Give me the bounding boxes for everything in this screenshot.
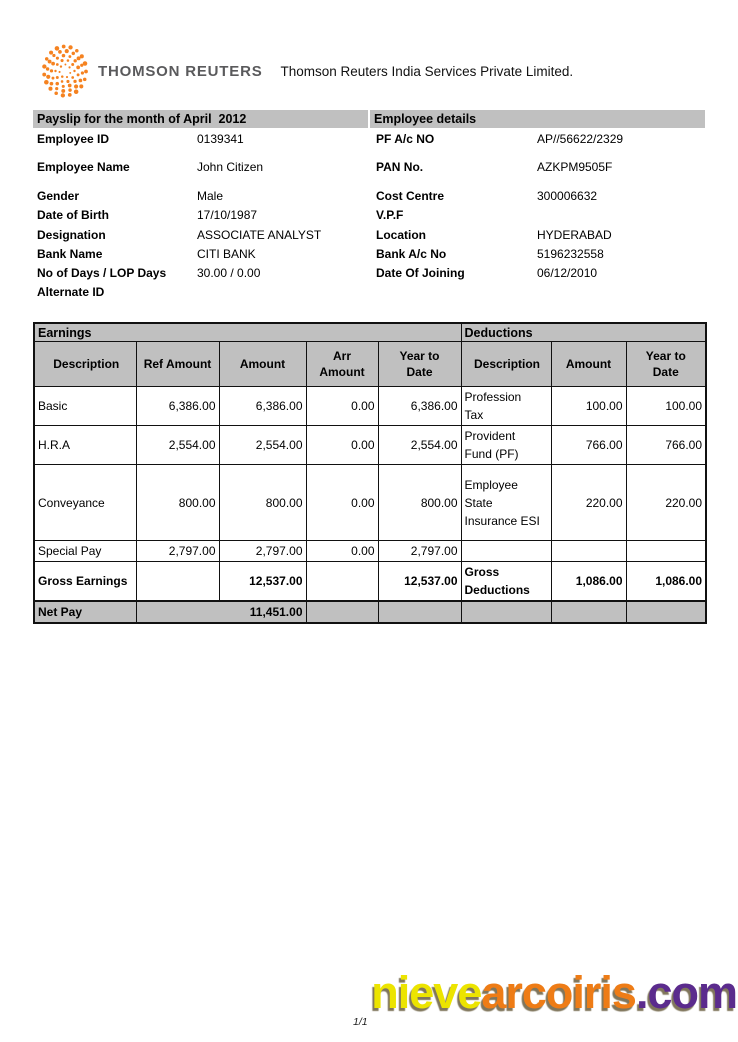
brand-header xyxy=(40,42,573,100)
field-label-employee-id: Employee ID xyxy=(37,132,110,146)
field-value-alternate-id xyxy=(197,285,372,304)
col-header-ded-description: Description xyxy=(461,342,551,387)
section-bars xyxy=(33,110,705,128)
cell-ded-ytd xyxy=(626,541,706,562)
field-value-date-of-birth: 17/10/1987 xyxy=(197,208,258,222)
cell-empty xyxy=(551,601,626,623)
table-section-header-row xyxy=(34,323,706,342)
field-value-blank xyxy=(537,285,705,304)
cell-arr-amount xyxy=(306,562,378,601)
cell-ded-ytd: 766.00 xyxy=(626,426,706,465)
cell-ref-amount xyxy=(136,562,219,601)
field-label-employee-name: Employee Name xyxy=(37,160,130,174)
pay-table xyxy=(33,322,707,624)
cell-ded-desc: Employee State Insurance ESI xyxy=(461,465,551,541)
cell-amount: 2,554.00 xyxy=(219,426,306,465)
cell-ref-amount: 800.00 xyxy=(136,465,219,541)
col-header-amount: Amount xyxy=(219,342,306,387)
table-column-header-row xyxy=(34,342,706,387)
cell-ded-ytd: 100.00 xyxy=(626,387,706,426)
cell-earn-ytd: 6,386.00 xyxy=(378,387,461,426)
cell-amount: 6,386.00 xyxy=(219,387,306,426)
field-value-bank-ac-no: 5196232558 xyxy=(537,247,604,261)
field-value-vpf xyxy=(537,208,705,228)
field-label-bank-ac-no: Bank A/c No xyxy=(376,247,447,261)
field-label-date-of-birth: Date of Birth xyxy=(37,208,109,222)
cell-amount: 800.00 xyxy=(219,465,306,541)
field-label-days-lop: No of Days / LOP Days xyxy=(37,266,167,280)
field-value-date-of-joining: 06/12/2010 xyxy=(537,266,598,280)
table-row-hra xyxy=(34,426,706,465)
cell-ded-desc: Gross Deductions xyxy=(461,562,551,601)
field-value-designation: ASSOCIATE ANALYST xyxy=(197,228,322,242)
col-header-ded-ytd: Year to Date xyxy=(626,342,706,387)
field-label-location: Location xyxy=(376,228,426,242)
cell-earn-ytd: 2,797.00 xyxy=(378,541,461,562)
field-value-pf-ac-no: AP//56622/2329 xyxy=(537,132,624,146)
table-row-net-pay xyxy=(34,601,706,623)
cell-ded-desc xyxy=(461,541,551,562)
field-label-date-of-joining: Date Of Joining xyxy=(376,266,465,280)
company-name: Thomson Reuters India Services Private Limited. xyxy=(280,63,574,79)
field-label-alternate-id: Alternate ID xyxy=(37,285,105,299)
net-pay-amount: 11,451.00 xyxy=(136,601,306,623)
employee-details-bar xyxy=(370,110,705,128)
cell-earn-desc: Basic xyxy=(34,387,136,426)
table-row-gross xyxy=(34,562,706,601)
cell-ded-desc: Provident Fund (PF) xyxy=(461,426,551,465)
cell-ded-amount: 766.00 xyxy=(551,426,626,465)
cell-earn-ytd: 2,554.00 xyxy=(378,426,461,465)
field-value-location: HYDERABAD xyxy=(537,228,612,242)
payslip-title-bar xyxy=(33,110,368,128)
cell-empty xyxy=(626,601,706,623)
table-row-conveyance xyxy=(34,465,706,541)
cell-arr-amount: 0.00 xyxy=(306,426,378,465)
cell-empty xyxy=(378,601,461,623)
deductions-section-title: Deductions xyxy=(461,323,706,342)
watermark-part3: .com xyxy=(635,967,737,1018)
cell-ded-amount: 1,086.00 xyxy=(551,562,626,601)
field-value-days-lop: 30.00 / 0.00 xyxy=(197,266,261,280)
cell-earn-desc: Gross Earnings xyxy=(34,562,136,601)
cell-empty xyxy=(306,601,378,623)
thomson-reuters-logo-icon xyxy=(40,42,90,100)
field-value-pan-no: AZKPM9505F xyxy=(537,160,613,174)
cell-earn-ytd: 800.00 xyxy=(378,465,461,541)
cell-earn-desc: H.R.A xyxy=(34,426,136,465)
cell-ref-amount: 2,797.00 xyxy=(136,541,219,562)
cell-ded-desc: Profession Tax xyxy=(461,387,551,426)
net-pay-label: Net Pay xyxy=(34,601,136,623)
col-header-earn-description: Description xyxy=(34,342,136,387)
earnings-section-title: Earnings xyxy=(34,323,461,342)
cell-earn-ytd: 12,537.00 xyxy=(378,562,461,601)
watermark-part1: nieve xyxy=(371,967,482,1018)
pay-table-wrapper xyxy=(33,322,707,624)
employee-details-grid xyxy=(33,132,705,304)
col-header-ded-amount: Amount xyxy=(551,342,626,387)
cell-empty xyxy=(461,601,551,623)
cell-ded-ytd: 220.00 xyxy=(626,465,706,541)
field-label-gender: Gender xyxy=(37,189,80,203)
field-label-pf-ac-no: PF A/c NO xyxy=(376,132,435,146)
cell-amount: 2,797.00 xyxy=(219,541,306,562)
field-label-designation: Designation xyxy=(37,228,106,242)
watermark-text xyxy=(371,967,737,1018)
cell-ref-amount: 2,554.00 xyxy=(136,426,219,465)
col-header-earn-ytd: Year to Date xyxy=(378,342,461,387)
field-value-gender: Male xyxy=(197,189,224,203)
cell-ded-amount: 220.00 xyxy=(551,465,626,541)
field-value-cost-centre: 300006632 xyxy=(537,189,598,203)
field-value-bank-name: CITI BANK xyxy=(197,247,256,261)
cell-arr-amount: 0.00 xyxy=(306,387,378,426)
field-label-blank xyxy=(372,285,537,304)
cell-ded-amount: 100.00 xyxy=(551,387,626,426)
payslip-title: Payslip for the month of April 2012 xyxy=(37,112,247,126)
field-value-employee-name: John Citizen xyxy=(197,160,264,174)
cell-arr-amount: 0.00 xyxy=(306,541,378,562)
table-row-special-pay xyxy=(34,541,706,562)
employee-details-title: Employee details xyxy=(374,112,477,126)
col-header-arr-amount: Arr Amount xyxy=(306,342,378,387)
col-header-ref-amount: Ref Amount xyxy=(136,342,219,387)
field-label-bank-name: Bank Name xyxy=(37,247,103,261)
field-label-cost-centre: Cost Centre xyxy=(376,189,445,203)
brand-wordmark: THOMSON REUTERS xyxy=(98,62,263,80)
cell-amount: 12,537.00 xyxy=(219,562,306,601)
table-row-basic xyxy=(34,387,706,426)
watermark-part2: arcoiris xyxy=(481,967,636,1018)
field-label-pan-no: PAN No. xyxy=(376,160,424,174)
cell-arr-amount: 0.00 xyxy=(306,465,378,541)
cell-earn-desc: Special Pay xyxy=(34,541,136,562)
field-label-vpf: V.P.F xyxy=(376,208,404,222)
cell-earn-desc: Conveyance xyxy=(34,465,136,541)
cell-ded-amount xyxy=(551,541,626,562)
page-number: 1/1 xyxy=(353,1016,368,1028)
cell-ded-ytd: 1,086.00 xyxy=(626,562,706,601)
field-value-employee-id: 0139341 xyxy=(197,132,244,146)
cell-ref-amount: 6,386.00 xyxy=(136,387,219,426)
